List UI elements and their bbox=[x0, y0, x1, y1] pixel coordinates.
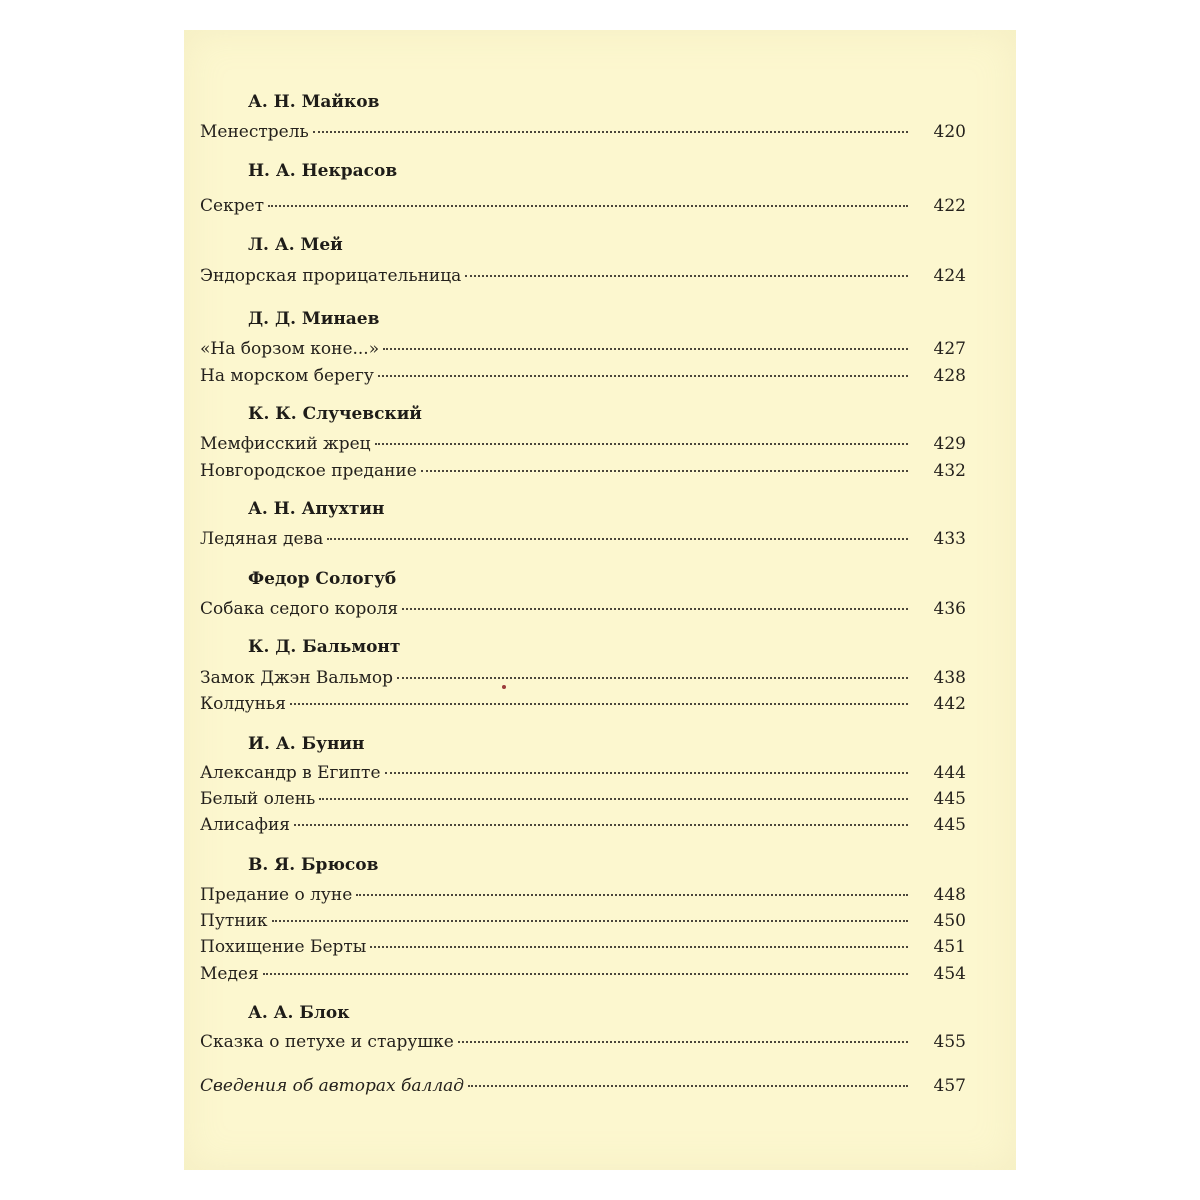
toc-entry bbox=[200, 964, 966, 984]
page-number: 433 bbox=[933, 529, 966, 549]
dot-leader bbox=[272, 920, 908, 922]
entry-title: Белый олень bbox=[200, 789, 316, 809]
toc-entry bbox=[200, 815, 966, 835]
author-heading: Федор Сологуб bbox=[248, 569, 397, 589]
entry-title: Мемфисский жрец bbox=[200, 434, 371, 454]
dot-leader bbox=[421, 470, 908, 472]
dot-leader bbox=[263, 973, 908, 975]
dot-leader bbox=[402, 608, 908, 610]
page-number: 451 bbox=[933, 937, 966, 957]
dot-leader bbox=[313, 131, 908, 133]
dot-leader bbox=[397, 677, 908, 679]
toc-entry bbox=[200, 668, 966, 688]
page-number: 454 bbox=[933, 964, 966, 984]
entry-title: Секрет bbox=[200, 196, 265, 216]
dot-leader bbox=[268, 205, 908, 207]
toc-entry bbox=[200, 789, 966, 809]
toc-entry bbox=[200, 266, 966, 286]
toc-entry bbox=[200, 885, 966, 905]
toc-entry bbox=[200, 599, 966, 619]
page-number: 457 bbox=[933, 1076, 966, 1096]
entry-title: Похищение Берты bbox=[200, 937, 367, 957]
entry-title: Колдунья bbox=[200, 694, 286, 714]
author-heading: К. К. Случевский bbox=[248, 404, 422, 424]
page-number: 442 bbox=[933, 694, 966, 714]
entry-title: «На борзом коне...» bbox=[200, 339, 380, 359]
entry-title: Путник bbox=[200, 911, 268, 931]
toc-entry bbox=[200, 694, 966, 714]
dot-leader bbox=[383, 348, 908, 350]
page-number: 450 bbox=[933, 911, 966, 931]
dot-leader bbox=[378, 375, 908, 377]
toc-entry bbox=[200, 122, 966, 142]
page-number: 455 bbox=[933, 1032, 966, 1052]
page-number: 420 bbox=[933, 122, 966, 142]
author-heading: Н. А. Некрасов bbox=[248, 161, 398, 181]
dot-leader bbox=[375, 443, 908, 445]
dot-leader bbox=[465, 275, 908, 277]
page-number: 428 bbox=[933, 366, 966, 386]
toc-entry bbox=[200, 529, 966, 549]
entry-title: Новгородское предание bbox=[200, 461, 417, 481]
entry-title: Предание о луне bbox=[200, 885, 353, 905]
page-number: 429 bbox=[933, 434, 966, 454]
page-number: 444 bbox=[933, 763, 966, 783]
entry-title: Замок Джэн Вальмор bbox=[200, 668, 393, 688]
entry-title: Эндорская прорицательница bbox=[200, 266, 462, 286]
dot-leader bbox=[356, 894, 908, 896]
author-heading: Д. Д. Минаев bbox=[248, 309, 380, 329]
book-page bbox=[184, 30, 1016, 1170]
dot-leader bbox=[327, 538, 908, 540]
toc-entry bbox=[200, 763, 966, 783]
toc-entry bbox=[200, 1032, 966, 1052]
page-number: 424 bbox=[933, 266, 966, 286]
entry-title: Ледяная дева bbox=[200, 529, 324, 549]
author-heading: Л. А. Мей bbox=[248, 235, 343, 255]
page-number: 445 bbox=[933, 789, 966, 809]
dot-leader bbox=[290, 703, 908, 705]
entry-title: Сказка о петухе и старушке bbox=[200, 1032, 454, 1052]
toc-entry bbox=[200, 434, 966, 454]
entry-title: На морском берегу bbox=[200, 366, 374, 386]
page-number: 448 bbox=[933, 885, 966, 905]
dot-leader bbox=[385, 772, 908, 774]
entry-title: Медея bbox=[200, 964, 259, 984]
dot-leader bbox=[458, 1041, 908, 1043]
entry-title: Алисафия bbox=[200, 815, 291, 835]
author-heading: А. Н. Апухтин bbox=[248, 499, 385, 519]
ink-spot bbox=[502, 685, 506, 689]
toc-footer-entry bbox=[200, 1076, 966, 1096]
author-heading: И. А. Бунин bbox=[248, 734, 365, 754]
dot-leader bbox=[370, 946, 908, 948]
page-number: 427 bbox=[933, 339, 966, 359]
dot-leader bbox=[468, 1085, 908, 1087]
toc-entry bbox=[200, 911, 966, 931]
page-number: 432 bbox=[933, 461, 966, 481]
toc-entry bbox=[200, 366, 966, 386]
author-heading: А. Н. Майков bbox=[248, 92, 380, 112]
page-number: 438 bbox=[933, 668, 966, 688]
page-number: 422 bbox=[933, 196, 966, 216]
entry-title: Александр в Египте bbox=[200, 763, 381, 783]
author-heading: В. Я. Брюсов bbox=[248, 855, 379, 875]
entry-title: Менестрель bbox=[200, 122, 309, 142]
toc-entry bbox=[200, 339, 966, 359]
author-heading: К. Д. Бальмонт bbox=[248, 637, 401, 657]
dot-leader bbox=[319, 798, 908, 800]
toc-entry bbox=[200, 461, 966, 481]
entry-title: Собака седого короля bbox=[200, 599, 399, 619]
page-number: 436 bbox=[933, 599, 966, 619]
toc-entry bbox=[200, 937, 966, 957]
entry-title: Сведения об авторах баллад bbox=[200, 1076, 465, 1096]
dot-leader bbox=[294, 824, 908, 826]
page-number: 445 bbox=[933, 815, 966, 835]
toc-entry bbox=[200, 196, 966, 216]
author-heading: А. А. Блок bbox=[248, 1003, 350, 1023]
